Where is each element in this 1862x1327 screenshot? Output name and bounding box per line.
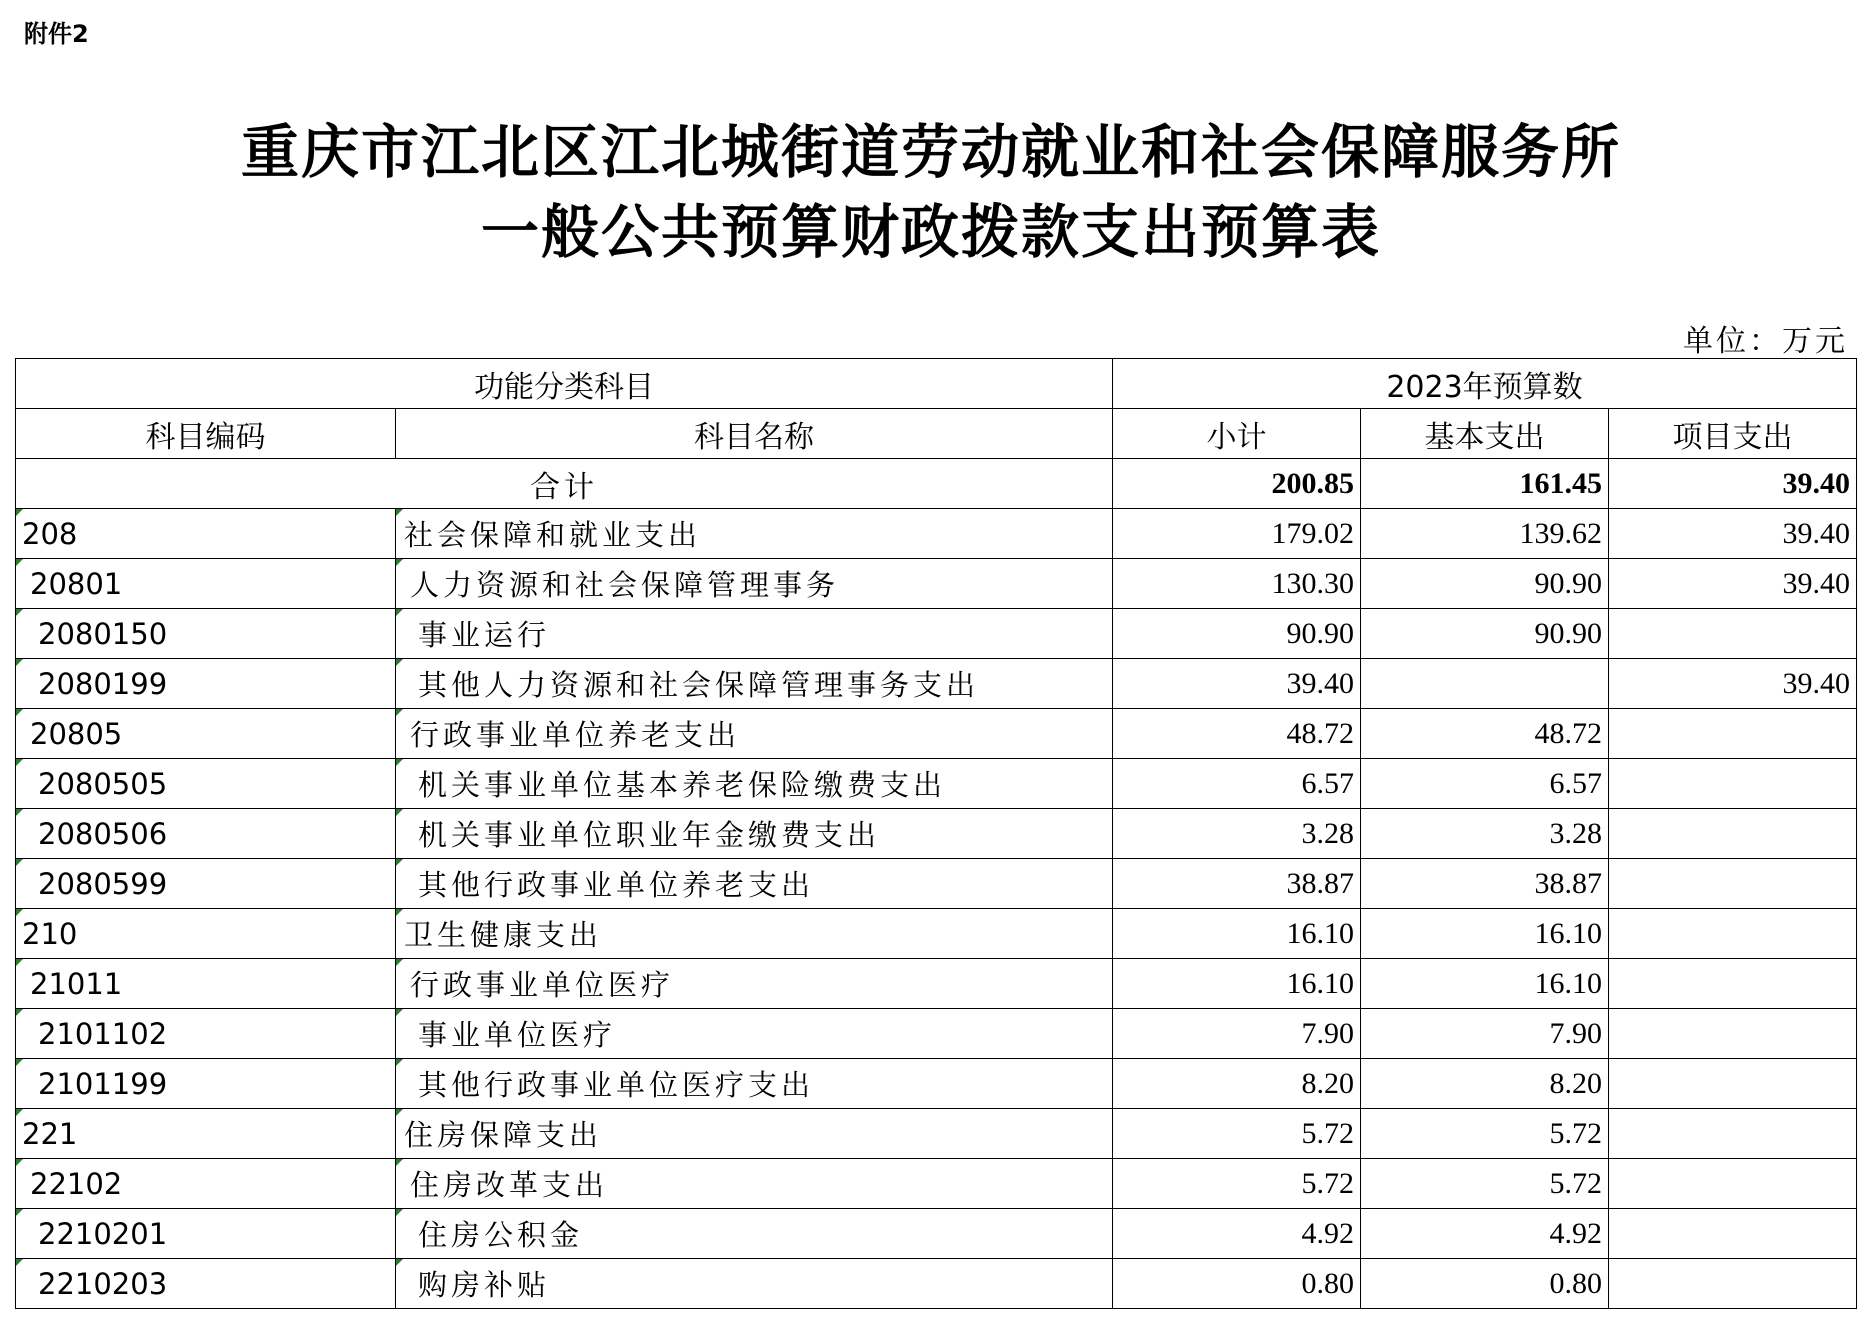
row-project — [1609, 1009, 1857, 1059]
row-subtotal: 48.72 — [1113, 709, 1361, 759]
row-name: 行政事业单位医疗 — [396, 959, 1113, 1009]
row-subtotal: 4.92 — [1113, 1209, 1361, 1259]
row-subtotal: 90.90 — [1113, 609, 1361, 659]
row-subtotal: 0.80 — [1113, 1259, 1361, 1309]
row-subtotal: 179.02 — [1113, 509, 1361, 559]
row-name: 住房公积金 — [396, 1209, 1113, 1259]
row-basic: 4.92 — [1361, 1209, 1609, 1259]
row-basic — [1361, 659, 1609, 709]
row-basic: 90.90 — [1361, 559, 1609, 609]
unit-label: 单位：万元 — [1683, 324, 1848, 359]
row-code: 2210203 — [16, 1259, 396, 1309]
row-subtotal: 3.28 — [1113, 809, 1361, 859]
table-row — [16, 959, 1857, 1009]
row-code: 208 — [16, 509, 396, 559]
table-row — [16, 809, 1857, 859]
row-project — [1609, 909, 1857, 959]
row-subtotal: 5.72 — [1113, 1109, 1361, 1159]
row-name: 住房保障支出 — [396, 1109, 1113, 1159]
table-row — [16, 1259, 1857, 1309]
row-project — [1609, 759, 1857, 809]
table-row — [16, 509, 1857, 559]
row-name: 购房补贴 — [396, 1259, 1113, 1309]
row-code: 21011 — [16, 959, 396, 1009]
header-functional-category: 功能分类科目 — [16, 359, 1113, 409]
page-subtitle: 一般公共预算财政拨款支出预算表 — [480, 198, 1381, 266]
row-code: 2101199 — [16, 1059, 396, 1109]
row-project — [1609, 809, 1857, 859]
row-name: 卫生健康支出 — [396, 909, 1113, 959]
total-project: 39.40 — [1609, 459, 1857, 509]
header-project: 项目支出 — [1609, 409, 1857, 459]
row-subtotal: 39.40 — [1113, 659, 1361, 709]
row-project — [1609, 709, 1857, 759]
row-name: 机关事业单位职业年金缴费支出 — [396, 809, 1113, 859]
row-basic: 16.10 — [1361, 909, 1609, 959]
row-name: 事业运行 — [396, 609, 1113, 659]
table-row — [16, 559, 1857, 609]
row-project: 39.40 — [1609, 559, 1857, 609]
row-basic: 16.10 — [1361, 959, 1609, 1009]
row-project — [1609, 859, 1857, 909]
row-name: 其他行政事业单位养老支出 — [396, 859, 1113, 909]
header-basic: 基本支出 — [1361, 409, 1609, 459]
table-row — [16, 1009, 1857, 1059]
header-name: 科目名称 — [396, 409, 1113, 459]
header-row-group — [16, 359, 1857, 409]
row-subtotal: 38.87 — [1113, 859, 1361, 909]
table-row — [16, 609, 1857, 659]
row-subtotal: 16.10 — [1113, 909, 1361, 959]
table-row — [16, 759, 1857, 809]
row-code: 221 — [16, 1109, 396, 1159]
total-label: 合计 — [16, 459, 1113, 509]
row-subtotal: 16.10 — [1113, 959, 1361, 1009]
row-subtotal: 5.72 — [1113, 1159, 1361, 1209]
table-row — [16, 709, 1857, 759]
row-project — [1609, 1109, 1857, 1159]
row-name: 机关事业单位基本养老保险缴费支出 — [396, 759, 1113, 809]
row-code: 2210201 — [16, 1209, 396, 1259]
header-budget-year: 2023年预算数 — [1113, 359, 1857, 409]
row-subtotal: 6.57 — [1113, 759, 1361, 809]
table-row — [16, 1209, 1857, 1259]
row-code: 20805 — [16, 709, 396, 759]
row-name: 其他行政事业单位医疗支出 — [396, 1059, 1113, 1109]
row-subtotal: 130.30 — [1113, 559, 1361, 609]
row-project: 39.40 — [1609, 509, 1857, 559]
row-project — [1609, 609, 1857, 659]
table-row — [16, 1109, 1857, 1159]
total-basic: 161.45 — [1361, 459, 1609, 509]
table-row — [16, 1159, 1857, 1209]
row-name: 事业单位医疗 — [396, 1009, 1113, 1059]
row-project — [1609, 1259, 1857, 1309]
row-basic: 7.90 — [1361, 1009, 1609, 1059]
row-code: 210 — [16, 909, 396, 959]
row-subtotal: 7.90 — [1113, 1009, 1361, 1059]
row-project — [1609, 1159, 1857, 1209]
row-code: 2080199 — [16, 659, 396, 709]
total-row — [16, 459, 1857, 509]
table-row — [16, 859, 1857, 909]
table-row — [16, 909, 1857, 959]
row-name: 人力资源和社会保障管理事务 — [396, 559, 1113, 609]
attachment-label: 附件2 — [24, 20, 89, 48]
row-project — [1609, 1209, 1857, 1259]
row-subtotal: 8.20 — [1113, 1059, 1361, 1109]
row-code: 2080506 — [16, 809, 396, 859]
row-project: 39.40 — [1609, 659, 1857, 709]
row-name: 行政事业单位养老支出 — [396, 709, 1113, 759]
row-code: 22102 — [16, 1159, 396, 1209]
row-basic: 90.90 — [1361, 609, 1609, 659]
row-basic: 5.72 — [1361, 1109, 1609, 1159]
row-code: 2080150 — [16, 609, 396, 659]
row-basic: 48.72 — [1361, 709, 1609, 759]
row-basic: 38.87 — [1361, 859, 1609, 909]
row-project — [1609, 959, 1857, 1009]
row-basic: 3.28 — [1361, 809, 1609, 859]
row-name: 其他人力资源和社会保障管理事务支出 — [396, 659, 1113, 709]
header-subtotal: 小计 — [1113, 409, 1361, 459]
row-project — [1609, 1059, 1857, 1109]
row-name: 住房改革支出 — [396, 1159, 1113, 1209]
header-code: 科目编码 — [16, 409, 396, 459]
row-basic: 5.72 — [1361, 1159, 1609, 1209]
row-code: 20801 — [16, 559, 396, 609]
row-code: 2080505 — [16, 759, 396, 809]
total-subtotal: 200.85 — [1113, 459, 1361, 509]
table-row — [16, 1059, 1857, 1109]
header-row-columns — [16, 409, 1857, 459]
table-row — [16, 659, 1857, 709]
row-basic: 0.80 — [1361, 1259, 1609, 1309]
row-basic: 8.20 — [1361, 1059, 1609, 1109]
page-title: 重庆市江北区江北城街道劳动就业和社会保障服务所 — [240, 118, 1621, 186]
row-basic: 139.62 — [1361, 509, 1609, 559]
budget-table — [15, 358, 1857, 1309]
row-code: 2101102 — [16, 1009, 396, 1059]
row-code: 2080599 — [16, 859, 396, 909]
row-name: 社会保障和就业支出 — [396, 509, 1113, 559]
row-basic: 6.57 — [1361, 759, 1609, 809]
